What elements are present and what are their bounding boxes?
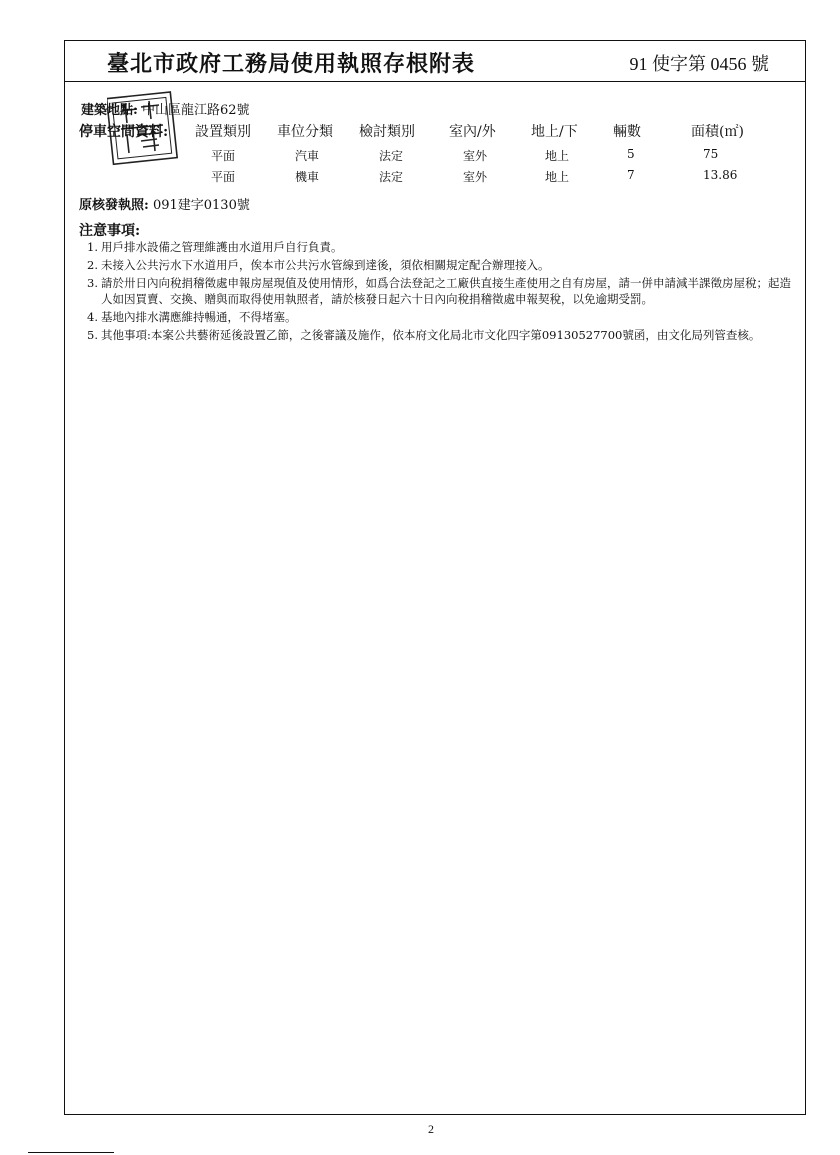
note-text: 其他事項:本案公共藝術延後設置乙節，之後審議及施作，依本府文化局北市文化四字第09130527700號函，由文化局列管查核。: [101, 328, 761, 342]
col-space-class: 車位分類: [277, 124, 333, 140]
col-count: 輛數: [613, 124, 641, 140]
note-text: 請於卅日內向稅捐稽徵處申報房屋現值及使用情形，如爲合法登記之工廠供直接生產使用之自有房屋，請一併申請減半課徵房屋稅；起造人如因買賣、交換、贈與而取得使用執照者，請於核發日起六十日內向稅捐稽徵處申報契稅，以免逾期受罰。: [101, 276, 791, 306]
row1-count: 5: [627, 147, 635, 161]
address-value: 中山區龍江路62號: [141, 103, 250, 118]
col-area: 面積(㎡): [691, 124, 744, 140]
building-address: [81, 99, 250, 118]
page-title: 臺北市政府工務局使用執照存根附表: [107, 51, 476, 77]
row1-location: 室外: [463, 149, 488, 163]
row1-class: 汽車: [295, 149, 320, 163]
list-item: [87, 327, 797, 343]
note-text: 用戶排水設備之管理維護由水道用戶自行負責。: [101, 240, 343, 254]
row1-area: 75: [703, 147, 719, 161]
list-item: [87, 257, 797, 273]
note-number: 2.: [87, 258, 98, 272]
row2-class: 機車: [295, 170, 320, 184]
row2-level: 地上: [545, 170, 570, 184]
row1-review: 法定: [379, 149, 404, 163]
original-license-value: 091建字0130號: [152, 198, 250, 213]
document-frame: [64, 40, 806, 1115]
original-license: [79, 194, 250, 213]
list-item: [87, 275, 797, 307]
row1-setup: 平面: [211, 149, 236, 163]
row2-setup: 平面: [211, 170, 236, 184]
notes-list: [87, 239, 797, 345]
col-indoor-outdoor: 室內/外: [449, 124, 496, 140]
note-number: 5.: [87, 328, 98, 342]
note-text: 基地內排水溝應維持暢通，不得堵塞。: [101, 310, 297, 324]
note-text: 未接入公共污水下水道用戶，俟本市公共污水管線到達後，須依相關規定配合辦理接入。: [101, 258, 550, 272]
list-item: [87, 239, 797, 255]
notes-title: 注意事項:: [79, 223, 141, 239]
row2-location: 室外: [463, 170, 488, 184]
note-number: 1.: [87, 240, 98, 254]
note-number: 3.: [87, 276, 98, 290]
address-label: 建築地點:: [81, 103, 138, 118]
permit-number: 91 使字第 0456 號: [629, 54, 769, 74]
row1-level: 地上: [545, 149, 570, 163]
parking-label: 停車空間資料:: [79, 124, 169, 140]
list-item: [87, 309, 797, 325]
footer-divider: [28, 1152, 114, 1153]
note-number: 4.: [87, 310, 98, 324]
row2-area: 13.86: [703, 168, 738, 182]
col-setup-type: 設置類別: [195, 124, 251, 140]
col-above-below: 地上/下: [531, 124, 578, 140]
row2-review: 法定: [379, 170, 404, 184]
original-license-label: 原核發執照:: [79, 198, 149, 213]
col-review-type: 檢討類別: [359, 124, 415, 140]
page-number: 2: [428, 1122, 434, 1136]
title-divider: [65, 81, 805, 82]
row2-count: 7: [627, 168, 635, 182]
